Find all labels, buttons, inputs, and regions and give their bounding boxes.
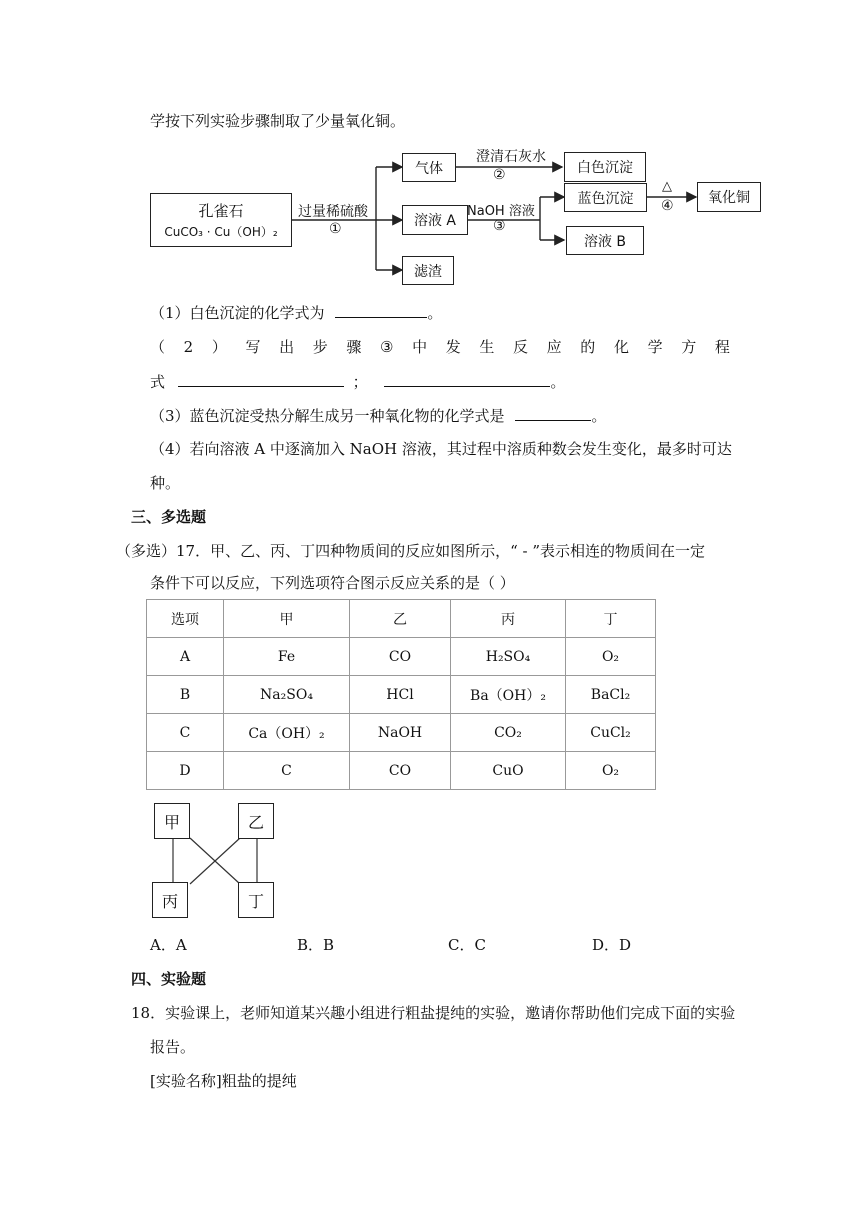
- table-row: [147, 752, 656, 790]
- residue-box: 滤渣: [402, 256, 454, 285]
- table-header-cell: 乙: [350, 600, 451, 638]
- section-multiple-choice-heading: 三、多选题: [131, 508, 207, 526]
- table-cell: BaCl₂: [566, 676, 656, 714]
- table-cell: A: [147, 638, 224, 676]
- table-cell: CO: [350, 752, 451, 790]
- table-cell: C: [147, 714, 224, 752]
- table-cell: C: [224, 752, 350, 790]
- step1-reagent-label: 过量稀硫酸: [298, 204, 368, 220]
- table-cell: HCl: [350, 676, 451, 714]
- table-header-cell: 选项: [147, 600, 224, 638]
- q16-part2-blank2[interactable]: [384, 372, 550, 387]
- q16-part1: [150, 302, 442, 324]
- q16-part3-end: 。: [591, 407, 607, 425]
- option-c[interactable]: C．C: [448, 936, 486, 954]
- table-row: [147, 676, 656, 714]
- step3-number: ③: [493, 218, 506, 234]
- diagram-node-jia: 甲: [154, 803, 190, 839]
- q16-part4-cont: 种。: [150, 474, 181, 492]
- diagram-node-ding: 丁: [238, 882, 274, 918]
- q17-options-table: [146, 599, 656, 790]
- q16-part2-cont: 式: [150, 373, 166, 391]
- q16-part2-char: 发: [445, 338, 461, 356]
- table-header-row: [147, 600, 656, 638]
- q16-part2-char: 出: [279, 338, 295, 356]
- option-a[interactable]: A．A: [150, 936, 187, 954]
- q16-part2-line1: [150, 336, 730, 358]
- table-cell: Ba（OH）₂: [451, 676, 566, 714]
- flowchart-arrows: [0, 0, 860, 300]
- table-cell: Na₂SO₄: [224, 676, 350, 714]
- q16-part3-blank[interactable]: [515, 406, 591, 421]
- table-row: [147, 638, 656, 676]
- q16-part2-char: 的: [580, 338, 596, 356]
- solution-a-box: 溶液 A: [402, 205, 468, 235]
- q16-part2-char: 应: [546, 338, 562, 356]
- step2-number: ②: [493, 167, 506, 183]
- q17-stem-line1: （多选）17．甲、乙、丙、丁四种物质间的反应如图所示，“ - ”表示相连的物质间在一定: [116, 542, 706, 560]
- step4-number: ④: [661, 198, 674, 214]
- q18-stem-line1: 18．实验课上，老师知道某兴趣小组进行粗盐提纯的实验，邀请你帮助他们完成下面的实验: [131, 1004, 736, 1022]
- q16-part2-blank1[interactable]: [178, 372, 344, 387]
- table-cell: CO: [350, 638, 451, 676]
- q18-experiment-name: [实验名称]粗盐的提纯: [150, 1072, 297, 1090]
- blue-precipitate-box: 蓝色沉淀: [564, 183, 647, 212]
- table-cell: CuCl₂: [566, 714, 656, 752]
- section-experiment-heading: 四、实验题: [131, 970, 207, 988]
- intro-text: 学按下列实验步骤制取了少量氧化铜。: [150, 112, 406, 130]
- q16-part2-char: 写: [245, 338, 261, 356]
- table-cell: B: [147, 676, 224, 714]
- table-header-cell: 丙: [451, 600, 566, 638]
- q16-part2-char: 骤: [346, 338, 362, 356]
- q16-part2-char: 2: [183, 338, 194, 356]
- q16-part2-char: 中: [412, 338, 428, 356]
- q16-part4: （4）若向溶液 A 中逐滴加入 NaOH 溶液，其过程中溶质种数会发生变化，最多时可达: [150, 440, 732, 458]
- table-cell: O₂: [566, 752, 656, 790]
- table-cell: CuO: [451, 752, 566, 790]
- malachite-box: [150, 193, 292, 247]
- solution-b-box: 溶液 B: [566, 226, 644, 255]
- malachite-formula: CuCO₃ · Cu（OH）₂: [164, 225, 278, 239]
- q16-part2-char: （: [150, 338, 166, 356]
- q16-part2-char: 方: [681, 338, 697, 356]
- gas-box: 气体: [402, 153, 456, 182]
- q16-part2-char: 化: [613, 338, 629, 356]
- table-cell: Fe: [224, 638, 350, 676]
- q16-part2-char: ）: [211, 338, 227, 356]
- table-cell: CO₂: [451, 714, 566, 752]
- diagram-node-bing: 丙: [152, 882, 188, 918]
- q16-part2-end: 。: [550, 373, 566, 391]
- table-cell: Ca（OH）₂: [224, 714, 350, 752]
- q16-part1-blank[interactable]: [335, 303, 427, 318]
- q16-part3: [150, 405, 606, 427]
- q16-part2-char: 步: [312, 338, 328, 356]
- heat-symbol: △: [662, 179, 672, 194]
- malachite-name: 孔雀石: [198, 202, 244, 220]
- q17-stem-line2: 条件下可以反应，下列选项符合图示反应关系的是（ ）: [150, 574, 515, 592]
- q18-stem-line2: 报告。: [150, 1038, 196, 1056]
- table-header-cell: 甲: [224, 600, 350, 638]
- table-header-cell: 丁: [566, 600, 656, 638]
- table-row: [147, 714, 656, 752]
- option-d[interactable]: D．D: [592, 936, 632, 954]
- step3-reagent-label: NaOH 溶液: [467, 204, 535, 219]
- q16-part2-char: 程: [714, 338, 730, 356]
- q16-part1-text: （1）白色沉淀的化学式为: [150, 304, 325, 322]
- step2-reagent-label: 澄清石灰水: [476, 149, 546, 165]
- table-cell: H₂SO₄: [451, 638, 566, 676]
- q16-part2-char: 生: [479, 338, 495, 356]
- table-cell: NaOH: [350, 714, 451, 752]
- option-b[interactable]: B．B: [297, 936, 335, 954]
- step1-number: ①: [329, 221, 342, 237]
- q16-part2-char: ③: [380, 338, 394, 356]
- table-cell: D: [147, 752, 224, 790]
- q16-part2-char: 学: [647, 338, 663, 356]
- white-precipitate-box: 白色沉淀: [564, 152, 646, 182]
- table-cell: O₂: [566, 638, 656, 676]
- q16-part2-separator: ；: [352, 373, 368, 391]
- diagram-node-yi: 乙: [238, 803, 274, 839]
- q16-part3-text: （3）蓝色沉淀受热分解生成另一种氧化物的化学式是: [150, 407, 505, 425]
- q16-part2-char: 反: [513, 338, 529, 356]
- q16-part2-line2: [150, 371, 565, 393]
- copper-oxide-box: 氧化铜: [697, 182, 761, 212]
- q16-part1-end: 。: [427, 304, 443, 322]
